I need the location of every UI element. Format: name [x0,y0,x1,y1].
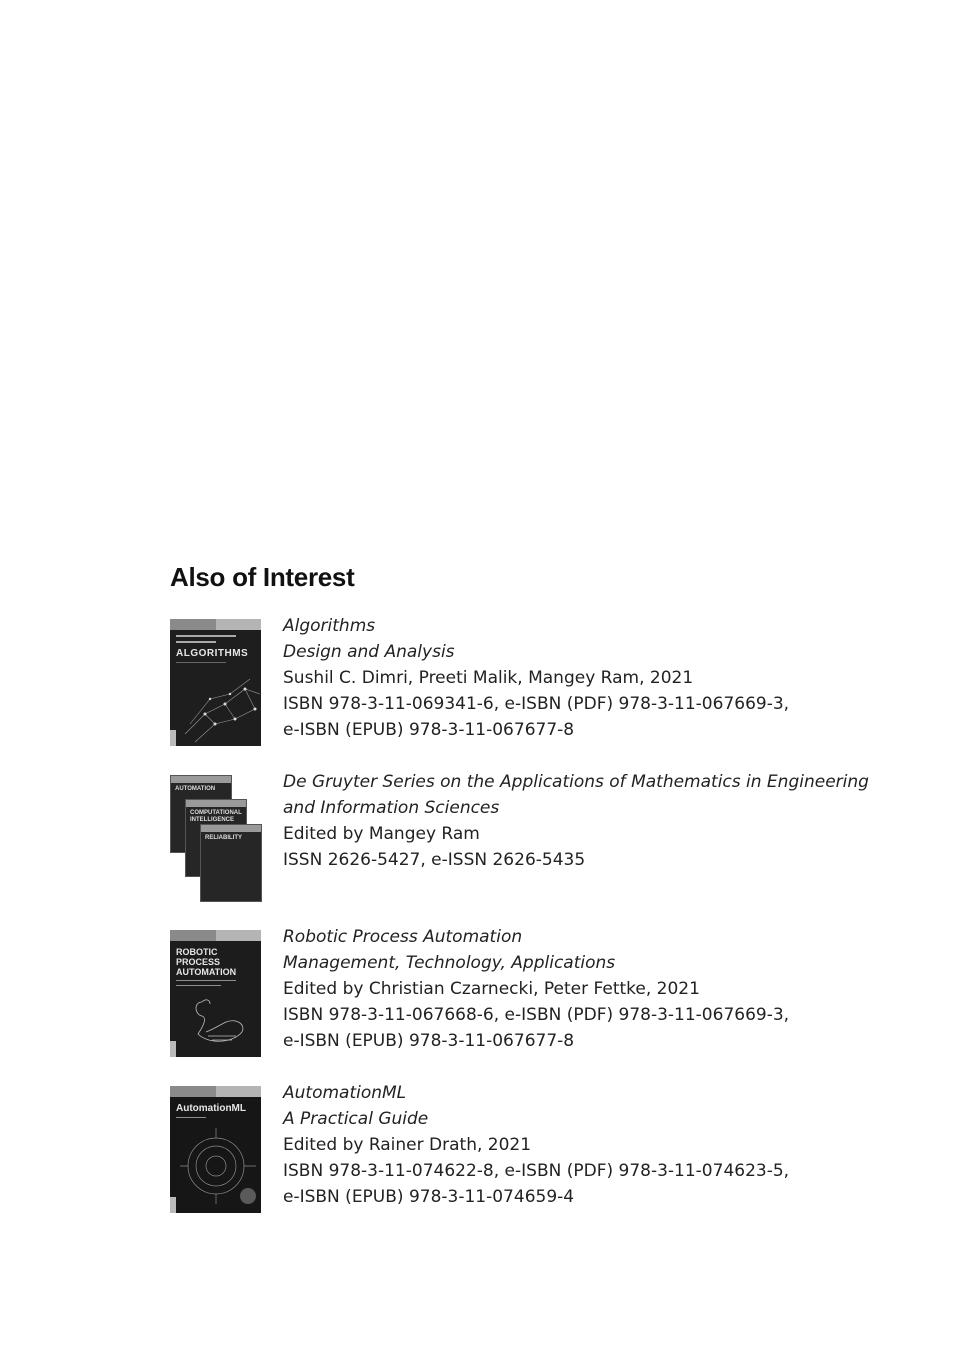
book-subtitle: and Information Sciences [283,798,500,818]
book-editor: Edited by Mangey Ram [283,824,480,844]
book-eisbn: e-ISBN (EPUB) 978-3-11-074659-4 [283,1187,575,1207]
book-isbn: ISBN 978-3-11-074622-8, e-ISBN (PDF) 978-3-11-074623-5, [283,1161,790,1181]
book-editors: Edited by Christian Czarnecki, Peter Fettke, 2021 [283,979,700,999]
book-cover-automationml [170,1086,261,1213]
cover-title: ROBOTIC PROCESS AUTOMATION [176,947,237,977]
book-cover-algorithms [170,619,261,746]
book-title: AutomationML [283,1083,407,1103]
page-title: Also of Interest [170,562,355,592]
book-title: Robotic Process Automation [283,927,523,947]
book-subtitle: Design and Analysis [283,642,455,662]
book-issn: ISSN 2626-5427, e-ISSN 2626-5435 [283,850,586,870]
book-title: De Gruyter Series on the Applications of Mathematics in Engineering [283,772,869,792]
cover-title: COMPUTATIONAL INTELLIGENCE [190,810,242,823]
swan-graphic [188,992,248,1052]
cover-title: AutomationML [176,1103,246,1114]
network-graphic [180,674,261,746]
book-eisbn: e-ISBN (EPUB) 978-3-11-067677-8 [283,1031,575,1051]
book-authors: Sushil C. Dimri, Preeti Malik, Mangey Ram, 2021 [283,668,694,688]
book-subtitle: A Practical Guide [283,1109,429,1129]
book-cover-stack: AUTOMATION COMPUTATIONAL INTELLIGENCE RELIABILITY [170,775,261,902]
book-cover-rpa [170,930,261,1057]
cover-title: ALGORITHMS [176,648,249,659]
book-isbn: ISBN 978-3-11-067668-6, e-ISBN (PDF) 978-3-11-067669-3, [283,1005,790,1025]
book-isbn: ISBN 978-3-11-069341-6, e-ISBN (PDF) 978-3-11-067669-3, [283,694,790,714]
book-subtitle: Management, Technology, Applications [283,953,616,973]
circuit-graphic [178,1126,258,1206]
book-editor: Edited by Rainer Drath, 2021 [283,1135,532,1155]
book-title: Algorithms [283,616,376,636]
book-eisbn: e-ISBN (EPUB) 978-3-11-067677-8 [283,720,575,740]
